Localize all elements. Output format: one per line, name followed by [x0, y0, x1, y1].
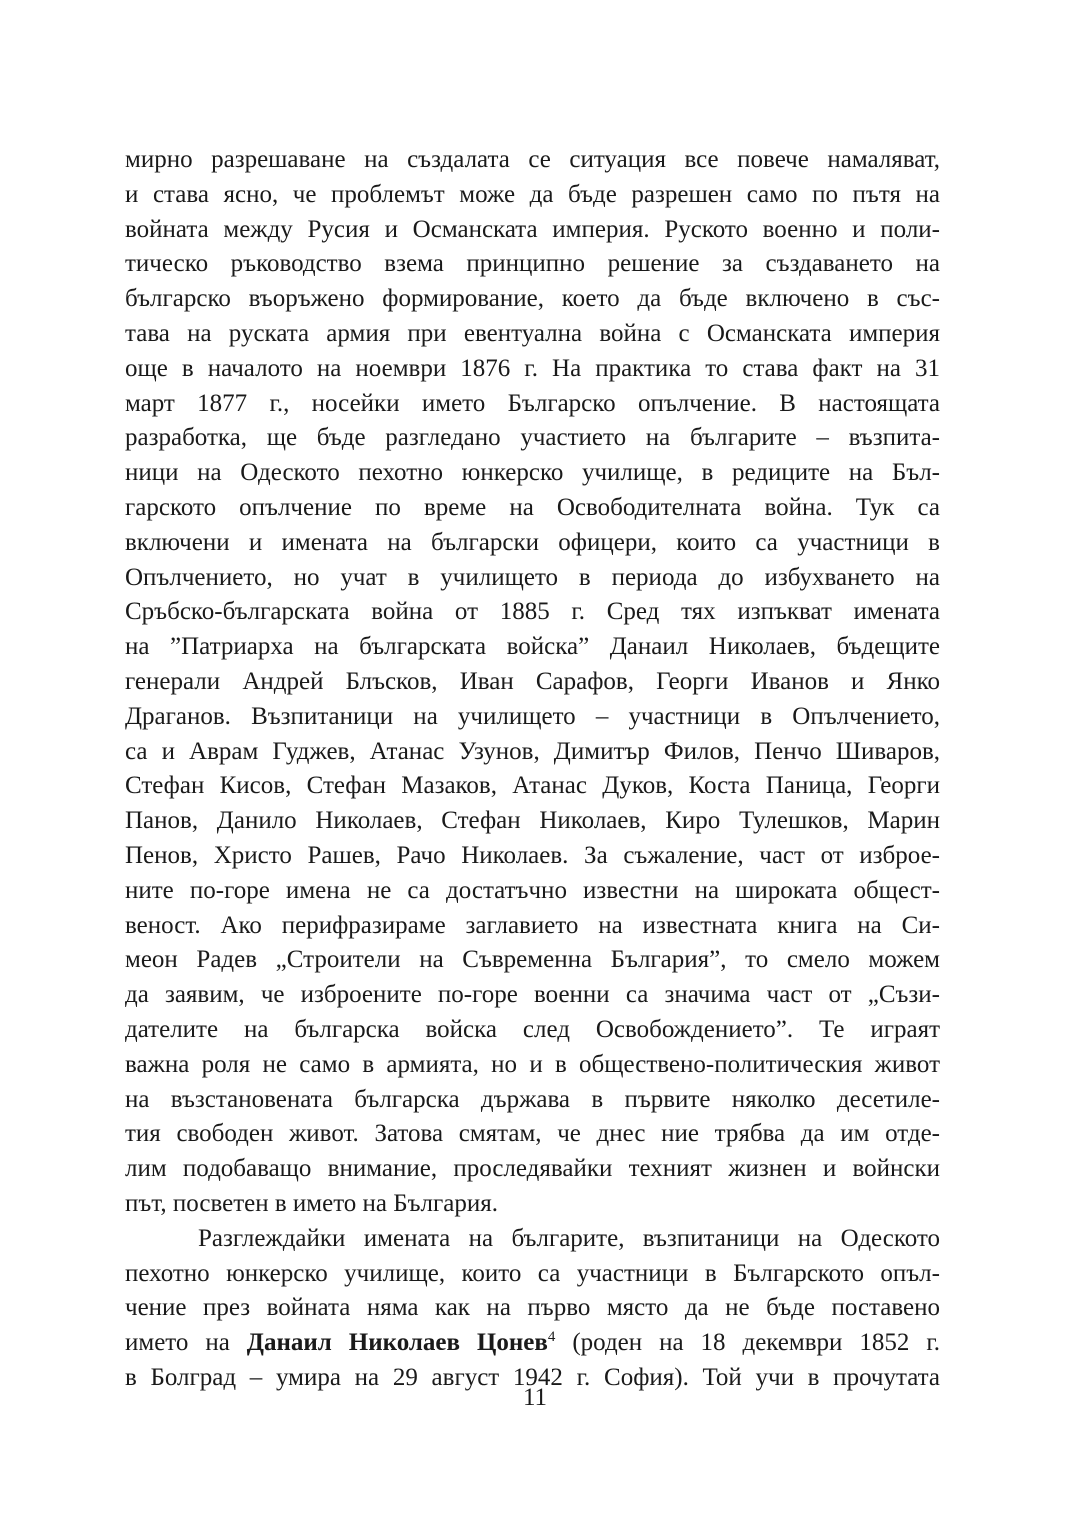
text-line: гарското опълчение по време на Освободителната война. Тук са: [125, 493, 940, 521]
text-line: ници на Одеското пехотно юнкерско училище, в редиците на Бъл-: [125, 459, 940, 487]
bold-person-name: Данаил Николаев Цонев: [246, 1329, 548, 1357]
body-text: [125, 143, 940, 1396]
text-line: лим подобаващо внимание, проследявайки техният жизнен и войнски: [125, 1155, 940, 1183]
text-fragment: името на: [125, 1329, 247, 1357]
text-line: меон Радев „Строители на Съвременна България”, то смело можем: [125, 946, 940, 974]
text-line: генерали Андрей Блъсков, Иван Сарафов, Георги Иванов и Янко: [125, 667, 940, 695]
text-line: в Болград – умира на 29 август 1942 г. София). Той учи в прочутата: [125, 1363, 940, 1391]
text-line: включени и имената на български офицери, които са участници в: [125, 528, 940, 556]
text-line: Опълчението, но учат в училището в периода до избухването на: [125, 563, 940, 591]
text-line: тия свободен живот. Затова смятам, че днес ние трябва да им отде-: [125, 1120, 940, 1148]
text-line: Пенов, Христо Рашев, Рачо Николаев. За съжаление, част от изброе-: [125, 841, 940, 869]
paragraph: [125, 1222, 940, 1396]
text-line: [125, 1326, 940, 1361]
text-line: и става ясно, че проблемът може да бъде разрешен само по пътя на: [125, 180, 940, 208]
text-line: българско въоръжено формирование, което да бъде включено в със-: [125, 285, 940, 313]
text-line: войната между Русия и Османската империя. Руското военно и поли-: [125, 215, 940, 243]
text-line: дателите на българска войска след Освобождението”. Те играят: [125, 1015, 940, 1043]
text-line: Разглеждайки имената на българите, възпитаници на Одеското: [198, 1224, 940, 1252]
text-line: пехотно юнкерско училище, които са участници в Българското опъл-: [125, 1259, 940, 1287]
text-line: чение през войната няма как на първо място да не бъде поставено: [125, 1294, 940, 1322]
text-line: Стефан Кисов, Стефан Мазаков, Атанас Дуков, Коста Паница, Георги: [125, 772, 940, 800]
text-line: март 1877 г., носейки името Българско опълчение. В настоящата: [125, 389, 940, 417]
text-line: Драганов. Възпитаници на училището – участници в Опълчението,: [125, 702, 940, 730]
footnote-reference[interactable]: 4: [547, 1329, 556, 1346]
text-line: още в началото на ноември 1876 г. На практика то става факт на 31: [125, 354, 940, 382]
text-line: мирно разрешаване на създалата се ситуация все повече намаляват,: [125, 146, 940, 173]
text-line: да заявим, че изброените по-горе военни са значима част от „Съзи-: [125, 981, 940, 1009]
text-line: път, посветен в името на България.: [125, 1189, 499, 1217]
text-line: са и Аврам Гуджев, Атанас Узунов, Димитър Филов, Пенчо Шиваров,: [125, 737, 940, 765]
page-number: 11: [522, 1384, 548, 1411]
text-line: Сръбско-българската война от 1885 г. Сред тях изпъкват имената: [125, 598, 940, 626]
text-line: ните по-горе имена не са достатъчно известни на широката общест-: [125, 876, 940, 904]
text-line: на ”Патриарха на българската войска” Данаил Николаев, бъдещите: [125, 633, 940, 661]
text-line: разработка, ще бъде разгледано участието на българите – възпита-: [125, 424, 940, 452]
text-line: важна роля не само в армията, но и в обществено-политическия живот: [125, 1050, 940, 1078]
text-line: веност. Ако перифразираме заглавието на известната книга на Си-: [125, 911, 940, 939]
paragraph: [125, 143, 940, 1222]
text-fragment: (роден на 18 декември 1852 г.: [555, 1329, 940, 1357]
text-line: на възстановената българска държава в първите няколко десетиле-: [125, 1085, 940, 1113]
text-line: тическо ръководство взема принципно решение за създаването на: [125, 250, 940, 278]
text-line: Панов, Данило Николаев, Стефан Николаев, Киро Тулешков, Марин: [125, 807, 940, 835]
text-line: тава на руската армия при евентуална война с Османската империя: [125, 319, 940, 347]
